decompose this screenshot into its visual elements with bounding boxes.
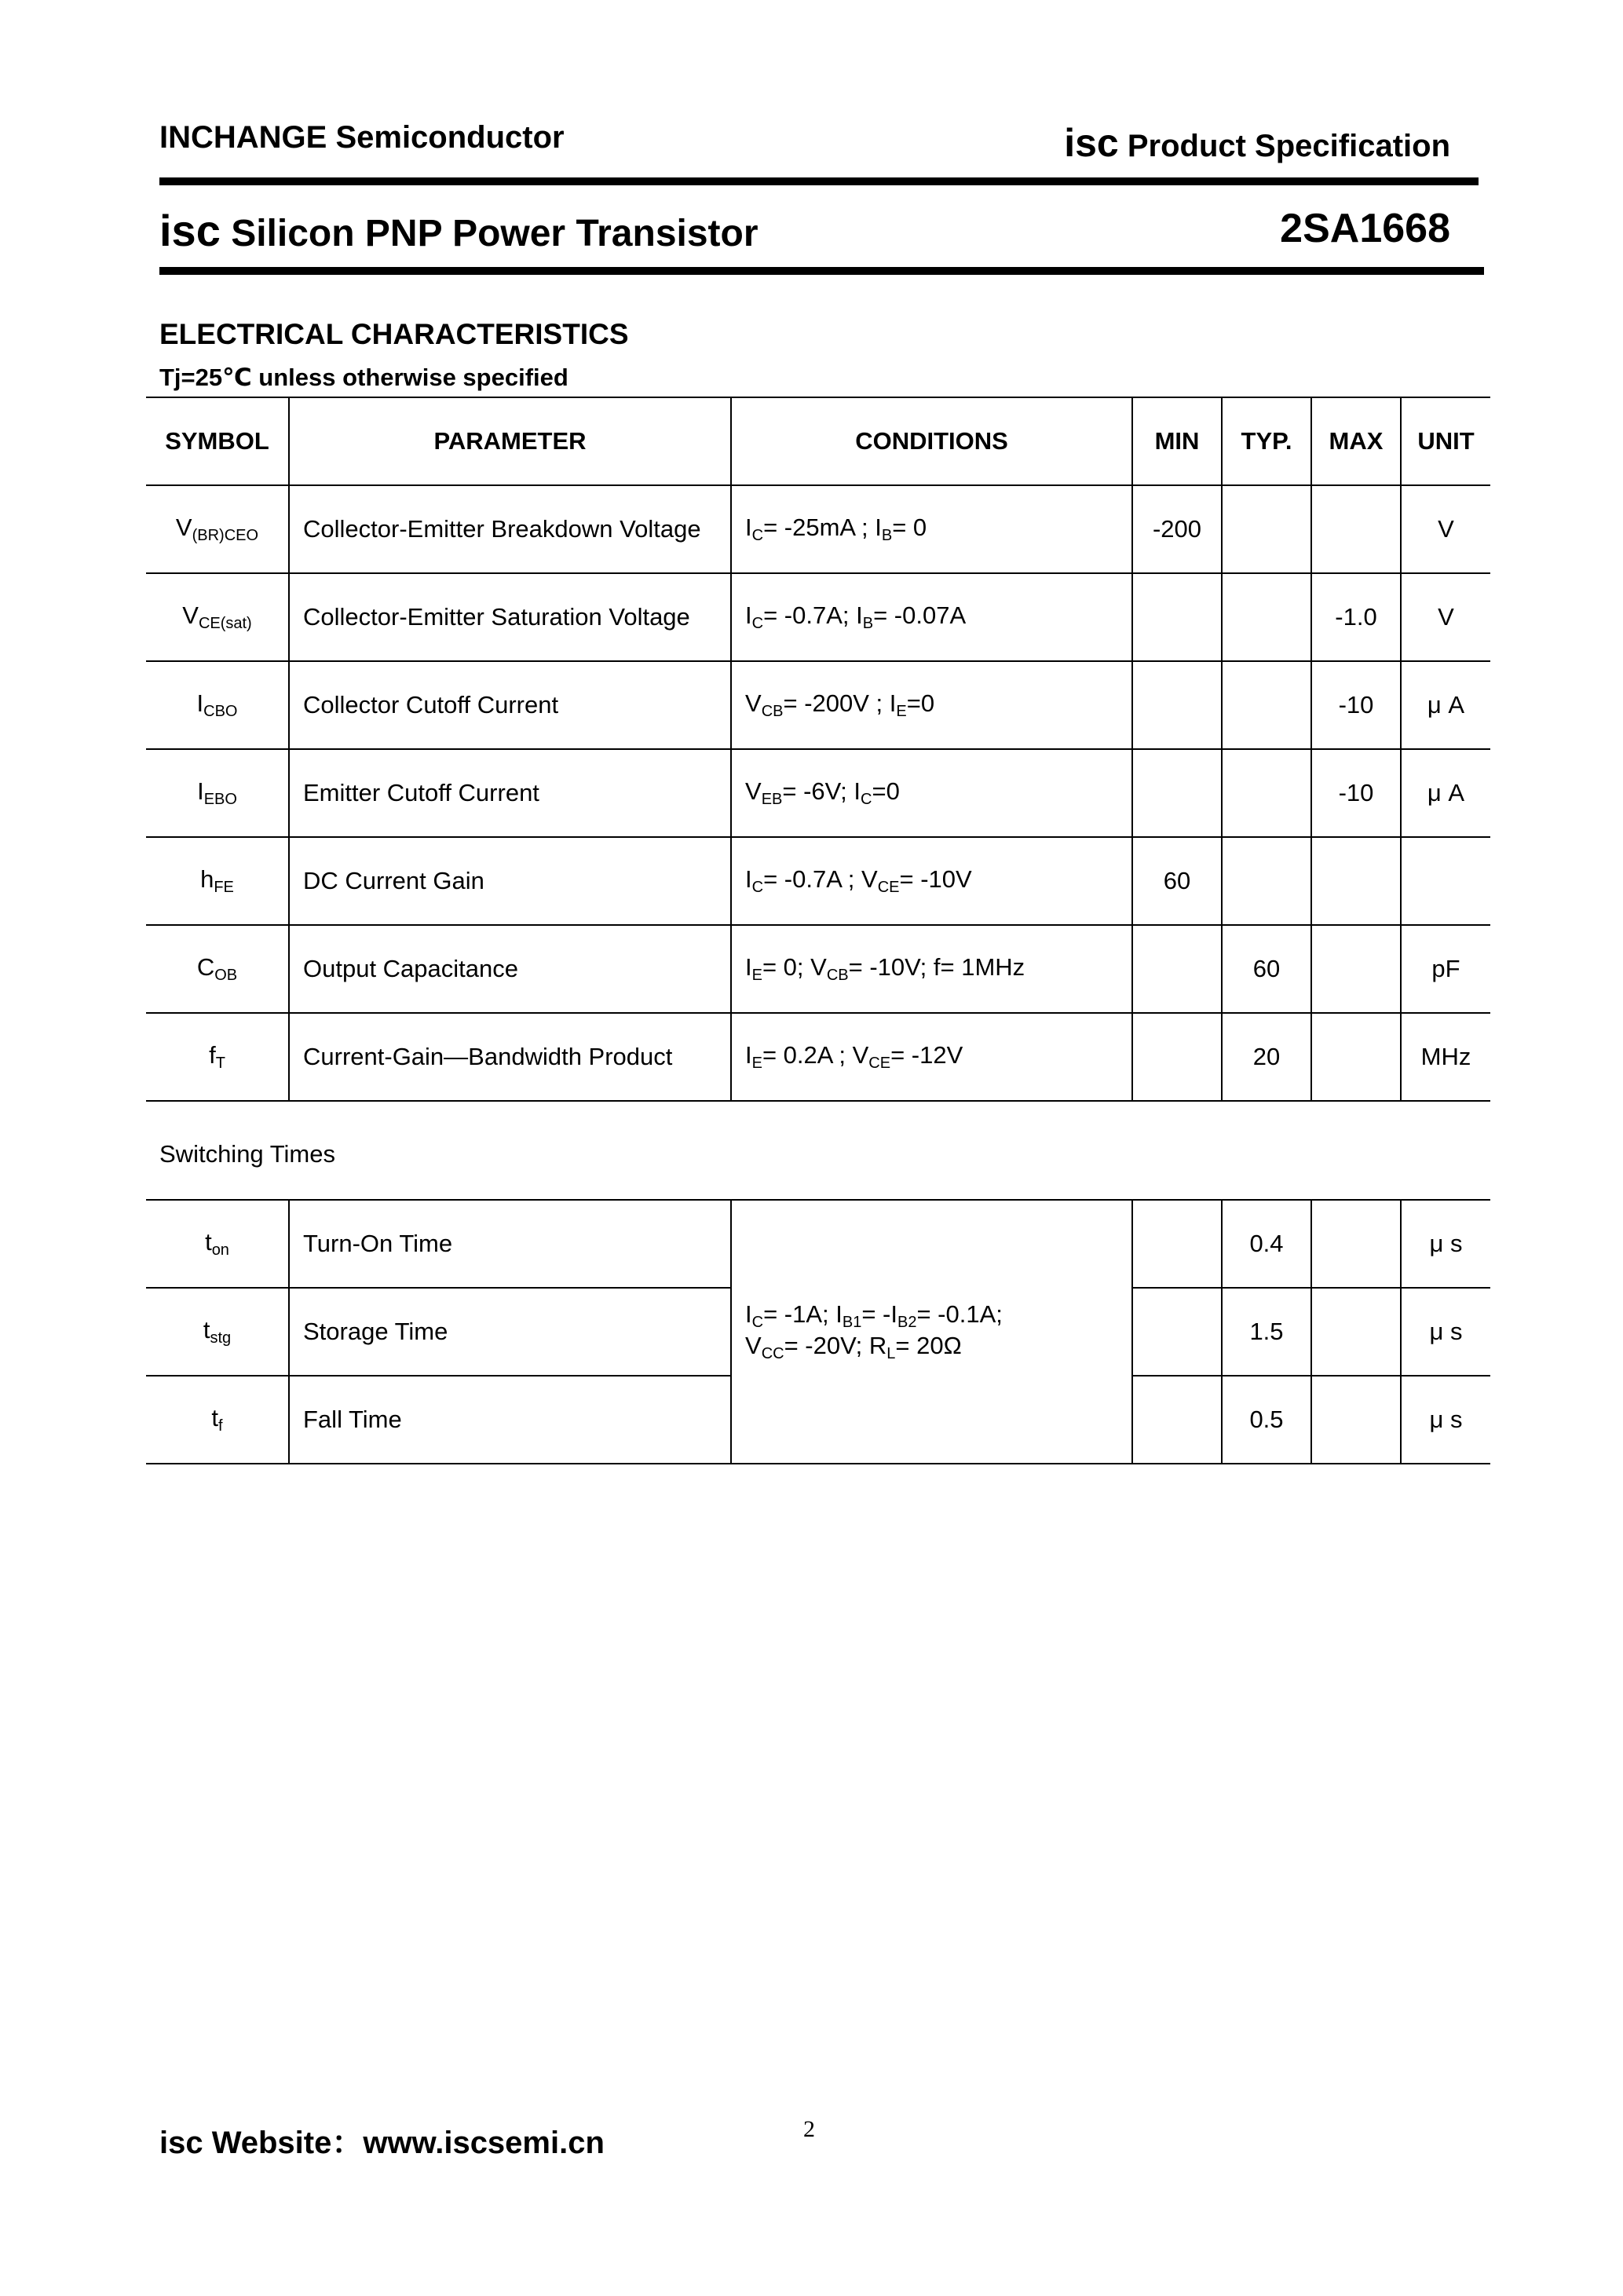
condition-subscript: C xyxy=(751,879,764,896)
condition-subscript: C xyxy=(751,527,764,544)
condition-text: = 20Ω xyxy=(895,1332,962,1359)
table-row xyxy=(146,925,1490,1013)
typ-cell: 0.5 xyxy=(1222,1376,1311,1464)
condition-subscript: EB xyxy=(761,791,783,808)
unit-cell: μ A xyxy=(1401,749,1490,837)
unit-cell: μ s xyxy=(1401,1376,1490,1464)
symbol-cell xyxy=(146,925,289,1013)
header-conditions: CONDITIONS xyxy=(731,397,1132,485)
condition-subscript: C xyxy=(751,1314,764,1331)
symbol-main: t xyxy=(205,1228,212,1256)
header-unit: UNIT xyxy=(1401,397,1490,485)
parameter-cell: Collector Cutoff Current xyxy=(289,661,731,749)
symbol-subscript: FE xyxy=(214,879,234,896)
unit-cell: MHz xyxy=(1401,1013,1490,1101)
condition-text: = -12V xyxy=(890,1041,963,1069)
unit-cell: V xyxy=(1401,485,1490,573)
max-cell xyxy=(1311,837,1401,925)
condition-subscript: C xyxy=(751,615,764,632)
min-cell xyxy=(1132,1376,1222,1464)
condition-subscript: B xyxy=(881,527,893,544)
conditions-cell xyxy=(731,485,1132,573)
table-row xyxy=(146,1200,1490,1288)
condition-text: = 0 xyxy=(892,514,927,541)
condition-text: = -10V; f= 1MHz xyxy=(848,953,1025,981)
parameter-cell: Turn-On Time xyxy=(289,1200,731,1288)
header-symbol: SYMBOL xyxy=(146,397,289,485)
header-rule xyxy=(159,177,1479,185)
characteristics-table xyxy=(146,397,1490,1102)
website-url[interactable]: www.iscsemi.cn xyxy=(363,2126,605,2160)
min-cell: 60 xyxy=(1132,837,1222,925)
condition-text: = -6V; I xyxy=(782,777,861,805)
condition-subscript: C xyxy=(861,791,872,808)
condition-subscript: E xyxy=(751,1055,762,1072)
condition-subscript: CE xyxy=(877,879,900,896)
unit-cell: μ s xyxy=(1401,1288,1490,1376)
typ-cell: 1.5 xyxy=(1222,1288,1311,1376)
symbol-cell xyxy=(146,485,289,573)
condition-subscript: B2 xyxy=(897,1314,917,1331)
symbol-cell xyxy=(146,1013,289,1101)
condition-text: =0 xyxy=(872,777,900,805)
max-cell: -1.0 xyxy=(1311,573,1401,661)
symbol-main: t xyxy=(203,1316,210,1344)
condition-text: = -0.7A; I xyxy=(763,601,863,629)
spec-label-text: Product Specification xyxy=(1127,129,1450,163)
typ-cell: 0.4 xyxy=(1222,1200,1311,1288)
conditions-line xyxy=(745,1332,1131,1363)
conditions-cell xyxy=(731,661,1132,749)
symbol-main: I xyxy=(197,777,204,805)
parameter-cell: Collector-Emitter Breakdown Voltage xyxy=(289,485,731,573)
parameter-cell: Output Capacitance xyxy=(289,925,731,1013)
symbol-main: V xyxy=(175,514,192,541)
min-cell xyxy=(1132,749,1222,837)
condition-text: = -I xyxy=(861,1300,897,1328)
max-cell xyxy=(1311,1288,1401,1376)
condition-subscript: L xyxy=(886,1345,896,1362)
section-title: ELECTRICAL CHARACTERISTICS xyxy=(159,318,629,350)
typ-cell xyxy=(1222,837,1311,925)
header-min: MIN xyxy=(1132,397,1222,485)
condition-text: = -0.1A; xyxy=(916,1300,1003,1328)
unit-cell: μ A xyxy=(1401,661,1490,749)
symbol-subscript: f xyxy=(218,1417,223,1435)
max-cell xyxy=(1311,925,1401,1013)
table-row xyxy=(146,1013,1490,1101)
symbol-main: C xyxy=(196,953,215,981)
header-typ: TYP. xyxy=(1222,397,1311,485)
min-cell: -200 xyxy=(1132,485,1222,573)
website-label: isc Website： xyxy=(159,2126,364,2160)
max-cell xyxy=(1311,1376,1401,1464)
unit-cell: pF xyxy=(1401,925,1490,1013)
conditions-cell xyxy=(731,749,1132,837)
condition-text: I xyxy=(745,601,752,629)
symbol-cell xyxy=(146,749,289,837)
condition-text: = -0.07A xyxy=(873,601,967,629)
condition-text: = 0; V xyxy=(762,953,827,981)
condition-text: = -20V; R xyxy=(784,1332,887,1359)
condition-text: = 0.2A ; V xyxy=(762,1041,869,1069)
typ-cell: 60 xyxy=(1222,925,1311,1013)
symbol-subscript: stg xyxy=(210,1329,232,1347)
max-cell: -10 xyxy=(1311,661,1401,749)
condition-subscript: B1 xyxy=(842,1314,862,1331)
parameter-cell: Current-Gain—Bandwidth Product xyxy=(289,1013,731,1101)
symbol-main: V xyxy=(182,601,199,629)
max-cell xyxy=(1311,1200,1401,1288)
page-number: 2 xyxy=(803,2116,815,2142)
parameter-cell: Collector-Emitter Saturation Voltage xyxy=(289,573,731,661)
condition-text: = -1A; I xyxy=(763,1300,843,1328)
symbol-subscript: EBO xyxy=(203,791,237,808)
condition-text: I xyxy=(745,953,752,981)
condition-text: = -0.7A ; V xyxy=(763,865,878,893)
condition-text: I xyxy=(745,1041,752,1069)
condition-text: I xyxy=(745,1300,752,1328)
conditions-line xyxy=(745,1300,1131,1332)
symbol-cell xyxy=(146,661,289,749)
conditions-cell xyxy=(731,837,1132,925)
max-cell: -10 xyxy=(1311,749,1401,837)
symbol-cell xyxy=(146,1200,289,1288)
switching-conditions-cell xyxy=(731,1200,1132,1464)
min-cell xyxy=(1132,1288,1222,1376)
unit-cell: V xyxy=(1401,573,1490,661)
min-cell xyxy=(1132,661,1222,749)
conditions-cell xyxy=(731,1013,1132,1101)
symbol-subscript: CE(sat) xyxy=(198,615,252,632)
product-type: Silicon PNP Power Transistor xyxy=(231,213,758,254)
title-rule xyxy=(159,267,1484,275)
typ-cell xyxy=(1222,661,1311,749)
condition-text: I xyxy=(745,514,752,541)
isc-mark: isc xyxy=(1064,121,1119,165)
symbol-subscript: on xyxy=(211,1241,229,1259)
condition-subscript: CE xyxy=(868,1055,891,1072)
symbol-cell xyxy=(146,573,289,661)
symbol-subscript: (BR)CEO xyxy=(192,527,259,544)
parameter-cell: DC Current Gain xyxy=(289,837,731,925)
conditions-cell xyxy=(731,573,1132,661)
product-title xyxy=(159,205,758,256)
unit-cell xyxy=(1401,837,1490,925)
parameter-cell: Emitter Cutoff Current xyxy=(289,749,731,837)
symbol-subscript: CBO xyxy=(203,703,238,720)
condition-text: = -10V xyxy=(899,865,972,893)
parameter-cell: Fall Time xyxy=(289,1376,731,1464)
max-cell xyxy=(1311,485,1401,573)
footer-website xyxy=(159,2118,605,2163)
conditions-cell xyxy=(731,925,1132,1013)
condition-text: = -25mA ; I xyxy=(763,514,882,541)
condition-text: =0 xyxy=(906,689,935,717)
condition-subscript: CC xyxy=(761,1345,784,1362)
header-max: MAX xyxy=(1311,397,1401,485)
condition-text: I xyxy=(745,865,752,893)
min-cell xyxy=(1132,1013,1222,1101)
typ-cell xyxy=(1222,485,1311,573)
symbol-cell xyxy=(146,1376,289,1464)
condition-subscript: B xyxy=(862,615,874,632)
parameter-cell: Storage Time xyxy=(289,1288,731,1376)
symbol-subscript: OB xyxy=(214,967,238,984)
part-number: 2SA1668 xyxy=(1280,206,1450,251)
isc-mark: isc xyxy=(159,206,221,255)
table-row xyxy=(146,661,1490,749)
table-row xyxy=(146,573,1490,661)
condition-text: = -200V ; I xyxy=(783,689,897,717)
typ-cell xyxy=(1222,749,1311,837)
condition-subscript: E xyxy=(896,703,907,720)
condition-subscript: CB xyxy=(826,967,849,984)
condition-subscript: E xyxy=(751,967,762,984)
min-cell xyxy=(1132,573,1222,661)
min-cell xyxy=(1132,925,1222,1013)
table-row xyxy=(146,749,1490,837)
switching-table xyxy=(146,1199,1490,1464)
header-parameter: PARAMETER xyxy=(289,397,731,485)
typ-cell xyxy=(1222,573,1311,661)
section-subtitle: Tj=25℃ unless otherwise specified xyxy=(159,364,568,391)
table-row xyxy=(146,485,1490,573)
table-header-row xyxy=(146,397,1490,485)
condition-text: V xyxy=(745,689,762,717)
condition-text: V xyxy=(745,1332,762,1359)
condition-subscript: CB xyxy=(761,703,784,720)
unit-cell: μ s xyxy=(1401,1200,1490,1288)
symbol-main: h xyxy=(200,865,214,893)
company-name: INCHANGE Semiconductor xyxy=(159,120,565,155)
min-cell xyxy=(1132,1200,1222,1288)
symbol-subscript: T xyxy=(215,1055,225,1072)
switching-times-label: Switching Times xyxy=(159,1140,335,1168)
symbol-main: f xyxy=(209,1041,216,1069)
symbol-main: I xyxy=(196,689,204,717)
symbol-main: t xyxy=(211,1404,219,1431)
symbol-cell xyxy=(146,1288,289,1376)
table-row xyxy=(146,837,1490,925)
max-cell xyxy=(1311,1013,1401,1101)
symbol-cell xyxy=(146,837,289,925)
spec-label xyxy=(1064,120,1450,166)
typ-cell: 20 xyxy=(1222,1013,1311,1101)
condition-text: V xyxy=(745,777,762,805)
